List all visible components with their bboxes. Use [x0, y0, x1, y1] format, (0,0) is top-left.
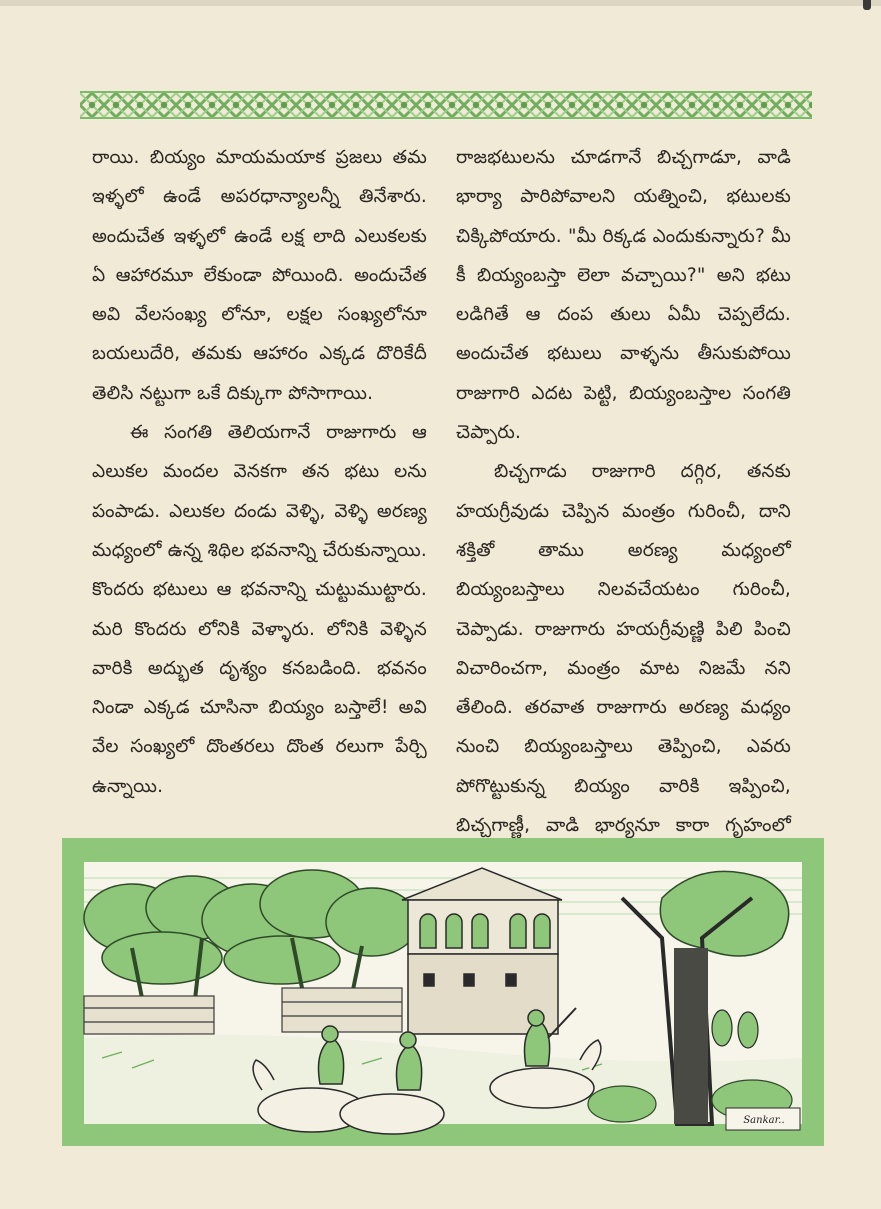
- page-top-edge: [0, 0, 881, 6]
- corner-mark: [863, 0, 871, 10]
- paragraph: బిచ్చగాడు రాజుగారి దగ్గిర, తనకు హయగ్రీవుడు చెప్పిన మంత్రం గురించీ, దాని శక్తితో తాము అరణ్య మధ్యంలో బియ్యంబస్తాలు నిలవచేయటం గురించీ, చెప్పాడు. రాజుగారు హయగ్రీవుణ్ణి పిలి పించి విచారించగా, మంత్రం మాట నిజమే నని తేలింది. తరవాత రాజుగారు అరణ్య మధ్యం నుంచి బియ్యంబస్తాలు తెప్పించి, ఎవరు పోగొట్టుకున్న బియ్యం వారికి ఇప్పించి, బిచ్చగాణ్ణీ, వాడి భార్యనూ కారా గృహంలో: [456, 461, 791, 837]
- paragraph: రాజభటులను చూడగానే బిచ్చగాడూ, వాడి భార్యా పారిపోవాలని యత్నించి, భటులకు చిక్కిపోయారు. "మీ రిక్కడ ఎందుకున్నారు? మీ కీ బియ్యంబస్తా లెలా వచ్చాయి?" అని భటు లడిగితే ఆ దంప తులు ఏమీ చెప్పలేదు. అందుచేత భటులు వాళ్ళను తీసుకుపోయి రాజుగారి ఎదట పెట్టి, బియ్యంబస్తాల సంగతి చెప్పారు.: [456, 147, 791, 444]
- illustration-scene: [62, 838, 824, 1146]
- ruined-building: [402, 868, 562, 1034]
- artist-signature: Sankar..: [743, 1115, 785, 1126]
- paragraph: రాయి. బియ్యం మాయమయాక ప్రజలు తమ ఇళ్ళలో ఉండే అపరధాన్యాలన్నీ తినేశారు. అందుచేత ఇళ్ళలో ఉండే లక్ష లాది ఎలుకలకు ఏ ఆహారమూ లేకుండా పోయింది. అందుచేత అవి వేలసంఖ్య లోనూ, లక్షల సంఖ్యలోనూ బయలుదేరి, తమకు ఆహారం ఎక్కడ దొరికేదీ తెలిసి నట్టుగా ఒకే దిక్కుగా పోసాగాయి.: [92, 147, 427, 404]
- text-column-right: [456, 138, 791, 885]
- story-illustration: [62, 838, 824, 1146]
- decorative-border: [80, 88, 812, 122]
- text-column-left: [92, 138, 427, 806]
- paragraph: ఈ సంగతి తెలియగానే రాజుగారు ఆ ఎలుకల మందల వెనకగా తన భటు లను పంపాడు. ఎలుకల దండు వెళ్ళి, వెళ్ళి అరణ్య మధ్యంలో ఉన్న శిథిల భవనాన్ని చేరుకున్నాయి. కొందరు భటులు ఆ భవనాన్ని చుట్టుముట్టారు. మరి కొందరు లోనికి వెళ్ళారు. లోనికి వెళ్ళిన వారికి అద్భుత దృశ్యం కనబడింది. భవనం నిండా ఎక్కడ చూసినా బియ్యం బస్తాలే! అవి వేల సంఖ్యలో దొంతరలు దొంత రలుగా పేర్చి ఉన్నాయి.: [92, 422, 427, 797]
